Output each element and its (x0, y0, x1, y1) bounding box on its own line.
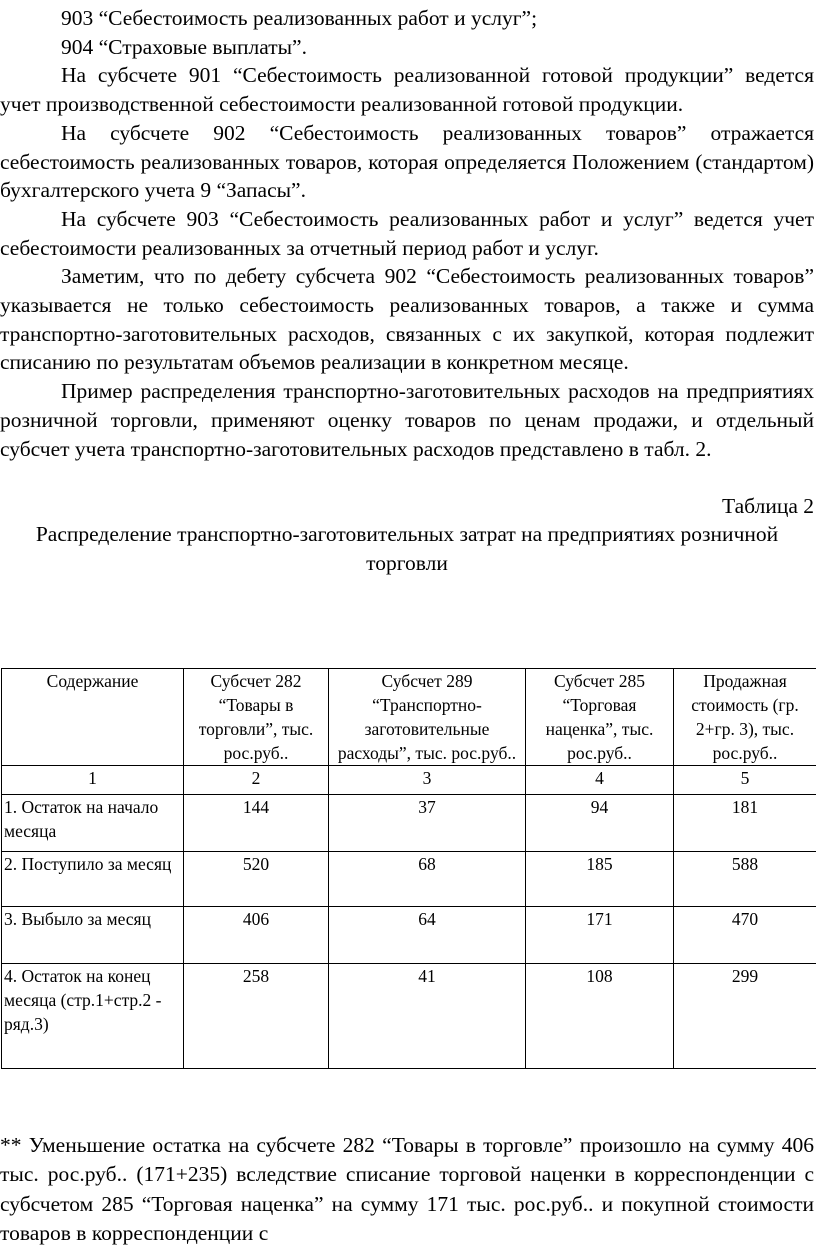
cell-value: 258 (184, 964, 329, 1069)
column-numbers-row (2, 766, 816, 795)
header-subaccount-289: Субсчет 289 “Транспортно-заготовительные расходы”, тыс. рос.руб.. (329, 669, 526, 766)
cell-value: 68 (329, 852, 526, 907)
cell-value: 406 (184, 907, 329, 964)
list-item-904: 904 “Страховые выплаты”. (0, 33, 816, 62)
paragraph-subaccount-903: На субсчете 903 “Себестоимость реализованных работ и услуг” ведется учет себестоимости реализованных за отчетный период работ и услуг. (0, 205, 816, 262)
column-number: 1 (2, 766, 184, 795)
cell-value: 108 (526, 964, 674, 1069)
cell-value: 299 (674, 964, 816, 1069)
cell-value: 520 (184, 852, 329, 907)
row-label: 4. Остаток на конец месяца (стр.1+стр.2 - ряд.3) (2, 964, 184, 1069)
header-subaccount-282: Субсчет 282 “Товары в торговли”, тыс. рос.руб.. (184, 669, 329, 766)
table-header-row (2, 669, 816, 766)
cell-value: 94 (526, 795, 674, 852)
paragraph-example: Пример распределения транспортно-заготовительных расходов на предприятиях розничной торговли, применяют оценку товаров по ценам продажи, и отдельный субсчет учета транспортно-заготовительных расходов представлено в табл. 2. (0, 377, 816, 463)
header-content: Содержание (2, 669, 184, 766)
paragraph-debit-note: Заметим, что по дебету субсчета 902 “Себестоимость реализованных товаров” указывается не только себестоимость реализованных товаров, а также и сумма транспортно-заготовительных расходов, связанных с их закупкой, которая подлежит списанию по результатам объемов реализации в конкретном месяце. (0, 262, 816, 377)
paragraph-subaccount-902: На субсчете 902 “Себестоимость реализованных товаров” отражается себестоимость реализованных товаров, которая определяется Положением (стандартом) бухгалтерского учета 9 “Запасы”. (0, 119, 816, 205)
header-subaccount-285: Субсчет 285 “Торговая наценка”, тыс. рос.руб.. (526, 669, 674, 766)
table-number: Таблица 2 (0, 492, 816, 520)
cell-value: 37 (329, 795, 526, 852)
table-row (2, 907, 816, 964)
cell-value: 41 (329, 964, 526, 1069)
column-number: 2 (184, 766, 329, 795)
row-label: 2. Поступило за месяц (2, 852, 184, 907)
header-sale-value: Продажная стоимость (гр. 2+гр. 3), тыс. рос.руб.. (674, 669, 816, 766)
document-page (0, 0, 816, 577)
distribution-table (1, 668, 816, 1069)
cell-value: 588 (674, 852, 816, 907)
column-number: 3 (329, 766, 526, 795)
table-row (2, 852, 816, 907)
table-title: Распределение транспортно-заготовительных затрат на предприятиях розничной торговли (0, 520, 814, 577)
paragraph-subaccount-901: На субсчете 901 “Себестоимость реализованной готовой продукции” ведется учет производственной себестоимости реализованной готовой продукции. (0, 61, 816, 118)
table-row (2, 964, 816, 1069)
row-label: 1. Остаток на начало месяца (2, 795, 184, 852)
cell-value: 470 (674, 907, 816, 964)
row-label: 3. Выбыло за месяц (2, 907, 184, 964)
cell-value: 64 (329, 907, 526, 964)
cell-value: 185 (526, 852, 674, 907)
column-number: 4 (526, 766, 674, 795)
cell-value: 144 (184, 795, 329, 852)
table-row (2, 795, 816, 852)
footnote: ** Уменьшение остатка на субсчете 282 “Товары в торговле” произошло на сумму 406 тыс. рос.руб.. (171+235) вследствие списание торговой наценки в корреспонденции с субсчетом 285 “Торговая наценка” на сумму 171 тыс. рос.руб.. и покупной стоимости товаров в корреспонденции с (0, 1131, 814, 1248)
cell-value: 181 (674, 795, 816, 852)
cell-value: 171 (526, 907, 674, 964)
column-number: 5 (674, 766, 816, 795)
list-item-903: 903 “Себестоимость реализованных работ и услуг”; (0, 4, 816, 33)
